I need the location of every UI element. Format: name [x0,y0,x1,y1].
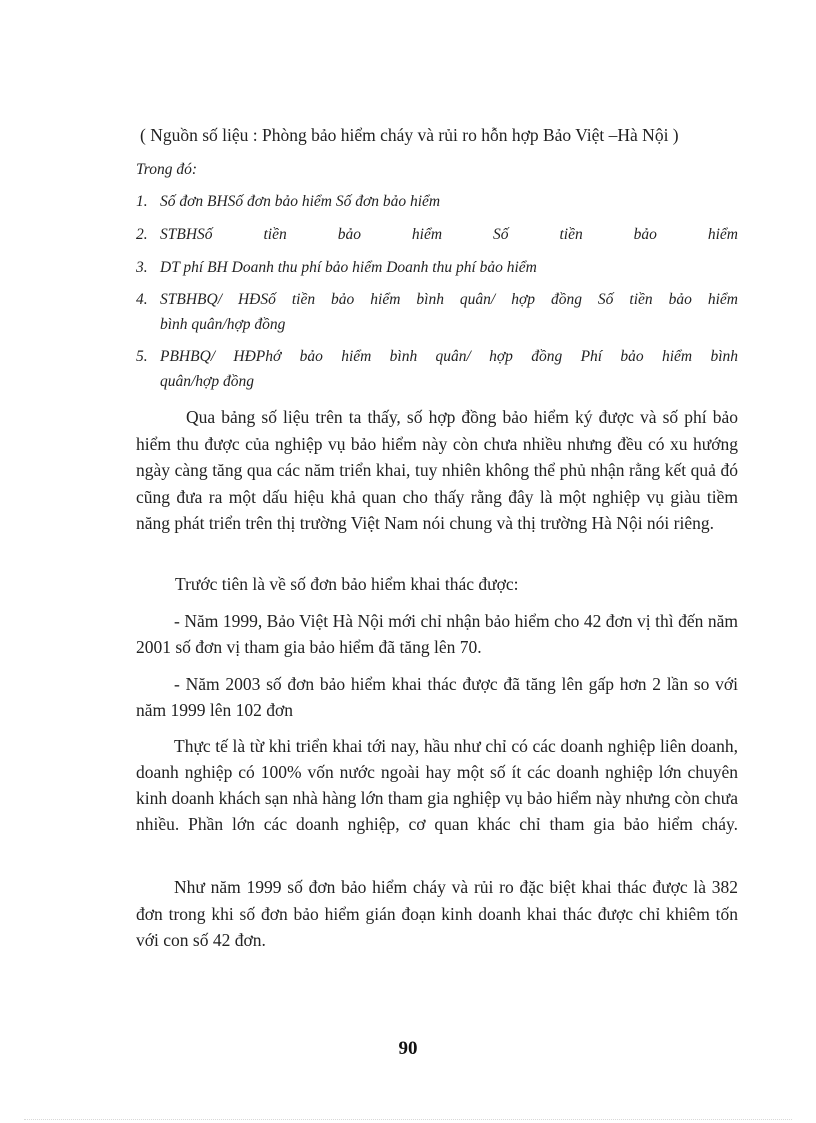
paragraph-2: Trước tiên là về số đơn bảo hiểm khai thác được: [175,574,519,594]
legend-item-1-number: 1. [136,193,148,210]
paragraph-1: Qua bảng số liệu trên ta thấy, số hợp đồng bảo hiểm ký được và số phí bảo hiểm thu được của nghiệp vụ bảo hiểm này còn chưa nhiều nhưng đều có xu hướng ngày càng tăng qua các năm triển khai, tuy nhiên không thể phủ nhận rằng kết quả đó cũng đưa ra một dấu hiệu khả quan cho thấy rằng đây là một nghiệp vụ giàu tiềm năng phát triển trên thị trường Việt Nam nói chung và thị trường Hà Nội nói riêng. [136,407,738,533]
legend-item-2-number: 2. [136,226,148,243]
legend-item-5-line1: PBHBQ/ HĐPhớ bảo hiểm bình quân/ hợp đồng Phí bảo hiểm bình [160,348,738,365]
page-bottom-border [24,1119,792,1120]
source-line: ( Nguồn số liệu : Phòng bảo hiểm cháy và rủi ro hỗn hợp Bảo Việt –Hà Nội ) [140,125,679,145]
paragraph-4: - Năm 2003 số đơn bảo hiểm khai thác được đã tăng lên gấp hơn 2 lần so với năm 1999 lên 102 đơn [136,674,738,720]
legend-item-5-line2: quân/hợp đồng [160,373,254,390]
paragraph-3: - Năm 1999, Bảo Việt Hà Nội mới chỉ nhận bảo hiểm cho 42 đơn vị thì đến năm 2001 số đơn vị tham gia bảo hiểm đã tăng lên 70. [136,611,738,657]
legend-item-3: DT phí BH Doanh thu phí bảo hiểm Doanh thu phí bảo hiểm [160,259,537,276]
legend-item-2: STBHSố tiền bảo hiểm Số tiền bảo hiểm [160,226,738,243]
legend-item-4-number: 4. [136,291,148,308]
legend-item-3-number: 3. [136,259,148,276]
legend-item-5-number: 5. [136,348,148,365]
legend-item-4-line1: STBHBQ/ HĐSố tiền bảo hiểm bình quân/ hợp đồng Số tiền bảo hiểm [160,291,738,308]
legend-item-1: Số đơn BHSố đơn bảo hiểm Số đơn bảo hiểm [160,193,441,210]
page-number: 90 [398,1038,418,1059]
paragraph-6: Như năm 1999 số đơn bảo hiểm cháy và rủi ro đặc biệt khai thác được là 382 đơn trong khi số đơn bảo hiểm gián đoạn kinh doanh khai thác được chỉ khiêm tốn với con số 42 đơn. [136,877,738,950]
paragraph-5: Thực tế là từ khi triển khai tới nay, hầu như chỉ có các doanh nghiệp liên doanh, doanh nghiệp có 100% vốn nước ngoài hay một số ít các doanh nghiệp lớn chuyên kinh doanh khách sạn nhà hàng lớn tham gia nghiệp vụ bảo hiểm này nhưng còn chưa nhiều. Phần lớn các doanh nghiệp, cơ quan khác chỉ tham gia bảo hiểm cháy. [136,736,738,834]
legend-item-4-line2: bình quân/hợp đồng [160,316,286,333]
legend-heading: Trong đó: [136,161,198,178]
